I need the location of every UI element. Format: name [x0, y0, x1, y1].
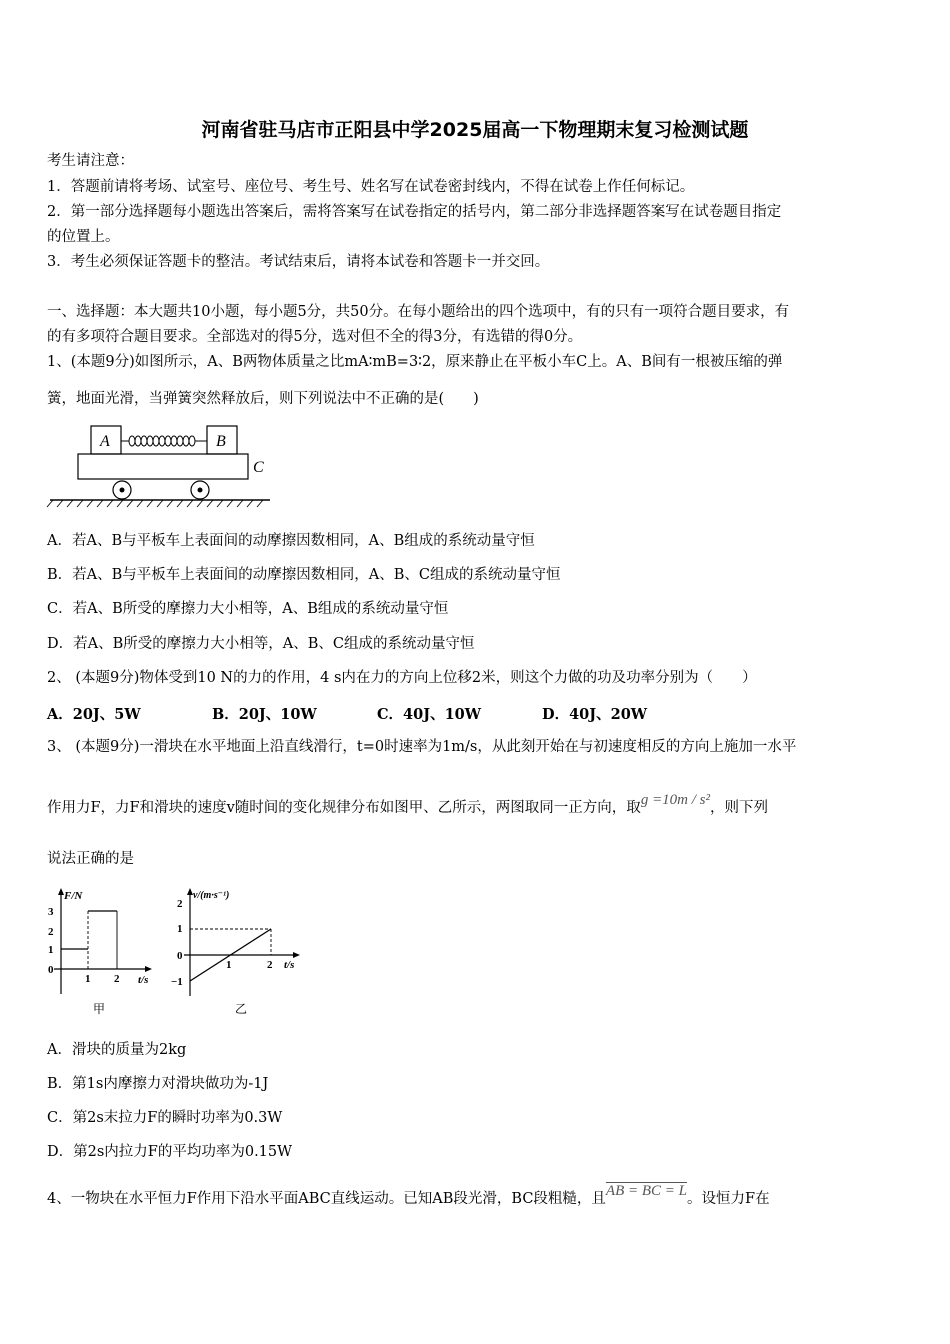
- y-tick: 2: [177, 898, 183, 910]
- question-2-stem: 2、 (本题9分)物体受到10 N的力的作用，4 s内在力的方向上位移2米，则这个力做的功及功率分别为（ ）: [47, 670, 757, 686]
- spring: [121, 436, 207, 446]
- y-tick: 0: [48, 964, 54, 976]
- notice-item: 3．考生必须保证答题卡的整洁。考试结束后，请将本试卷和答题卡一并交回。: [47, 254, 550, 270]
- section-heading: 一、选择题：本大题共10小题，每小题5分，共50分。在每小题给出的四个选项中，有的只有一项符合题目要求，有: [47, 304, 790, 320]
- gravity-formula: g =10m / s²: [640, 792, 711, 808]
- question-1-stem: 1、(本题9分)如图所示，A、B两物体质量之比mA∶mB=3∶2，原来静止在平板小车C上。A、B间有一根被压缩的弹: [47, 354, 783, 370]
- cart-spring-figure: [45, 420, 275, 508]
- y-tick: −1: [171, 976, 183, 988]
- block-a-label: A: [100, 433, 110, 450]
- y-axis-label: v/(m·s⁻¹): [193, 890, 230, 901]
- notice-item: 2．第一部分选择题每小题选出答案后，需将答案写在试卷指定的括号内，第二部分非选择题答案写在试卷题目指定: [47, 204, 782, 220]
- question-1-option-c: C．若A、B所受的摩擦力大小相等，A、B组成的系统动量守恒: [47, 601, 449, 617]
- question-2-option-c: C．40J、10W: [377, 706, 482, 723]
- question-1-option-a: A．若A、B与平板车上表面间的动摩擦因数相同，A、B组成的系统动量守恒: [47, 533, 535, 549]
- y-axis-label: F/N: [64, 890, 83, 902]
- cart-label: C: [253, 459, 264, 476]
- x-tick: 2: [114, 973, 120, 985]
- question-3-option-d: D．第2s内拉力F的平均功率为0.15W: [47, 1144, 293, 1160]
- y-tick: 1: [48, 944, 54, 956]
- y-tick: 2: [48, 926, 54, 938]
- notice-item: 的位置上。: [47, 229, 120, 245]
- question-3-stem: 3、 (本题9分)一滑块在水平地面上沿直线滑行，t=0时速率为1m/s，从此刻开始在与初速度相反的方向上施加一水平: [47, 739, 797, 755]
- y-tick: 3: [48, 906, 54, 918]
- question-4-stem: 4、一物块在水平恒力F作用下沿水平面ABC直线运动。已知AB段光滑，BC段粗糙，且AB = BC = L。设恒力F在: [47, 1183, 770, 1207]
- x-axis-label: t/s: [138, 974, 149, 986]
- x-axis-label: t/s: [284, 959, 295, 971]
- x-tick: 2: [267, 959, 273, 971]
- velocity-time-graph: [168, 884, 308, 1019]
- graph-caption: 乙: [235, 1002, 248, 1016]
- question-1-option-b: B．若A、B与平板车上表面间的动摩擦因数相同，A、B、C组成的系统动量守恒: [47, 567, 561, 583]
- question-1-stem: 簧，地面光滑，当弹簧突然释放后，则下列说法中不正确的是( ): [47, 391, 479, 407]
- question-3-stem: 说法正确的是: [47, 851, 134, 867]
- wheel-right: [191, 481, 209, 499]
- cart-body: [78, 454, 248, 479]
- x-tick: 1: [226, 959, 232, 971]
- y-tick: 1: [177, 923, 183, 935]
- page-title: 河南省驻马店市正阳县中学2025届高一下物理期末复习检测试题: [201, 119, 749, 141]
- notice-heading: 考生请注意：: [47, 153, 134, 169]
- ground-hatching: [47, 500, 263, 507]
- wheel-left: [113, 481, 131, 499]
- question-3-option-c: C．第2s末拉力F的瞬时功率为0.3W: [47, 1110, 283, 1126]
- graph-caption: 甲: [93, 1002, 106, 1016]
- y-tick: 0: [177, 950, 183, 962]
- segment-length-formula: AB = BC = L: [605, 1183, 688, 1199]
- question-2-option-a: A．20J、5W: [47, 706, 141, 723]
- block-b-label: B: [216, 433, 226, 450]
- notice-item: 1．答题前请将考场、试室号、座位号、考生号、姓名写在试卷密封线内，不得在试卷上作任何标记。: [47, 179, 695, 195]
- question-3-stem: 作用力F，力F和滑块的速度v随时间的变化规律分布如图甲、乙所示，两图取同一正方向，取g =10m / s²，则下列: [47, 792, 769, 816]
- section-description: 的有多项符合题目要求。全部选对的得5分，选对但不全的得3分，有选错的得0分。: [47, 329, 583, 345]
- x-axis-arrow: [145, 966, 152, 972]
- question-2-option-b: B．20J、10W: [212, 706, 317, 723]
- force-time-graph: [44, 884, 164, 1019]
- x-axis-arrow: [293, 952, 300, 958]
- question-1-option-d: D．若A、B所受的摩擦力大小相等，A、B、C组成的系统动量守恒: [47, 636, 475, 652]
- x-tick: 1: [85, 973, 91, 985]
- question-3-option-b: B．第1s内摩擦力对滑块做功为-1J: [47, 1076, 269, 1092]
- question-2-option-d: D．40J、20W: [542, 706, 648, 723]
- question-3-option-a: A．滑块的质量为2kg: [47, 1042, 187, 1058]
